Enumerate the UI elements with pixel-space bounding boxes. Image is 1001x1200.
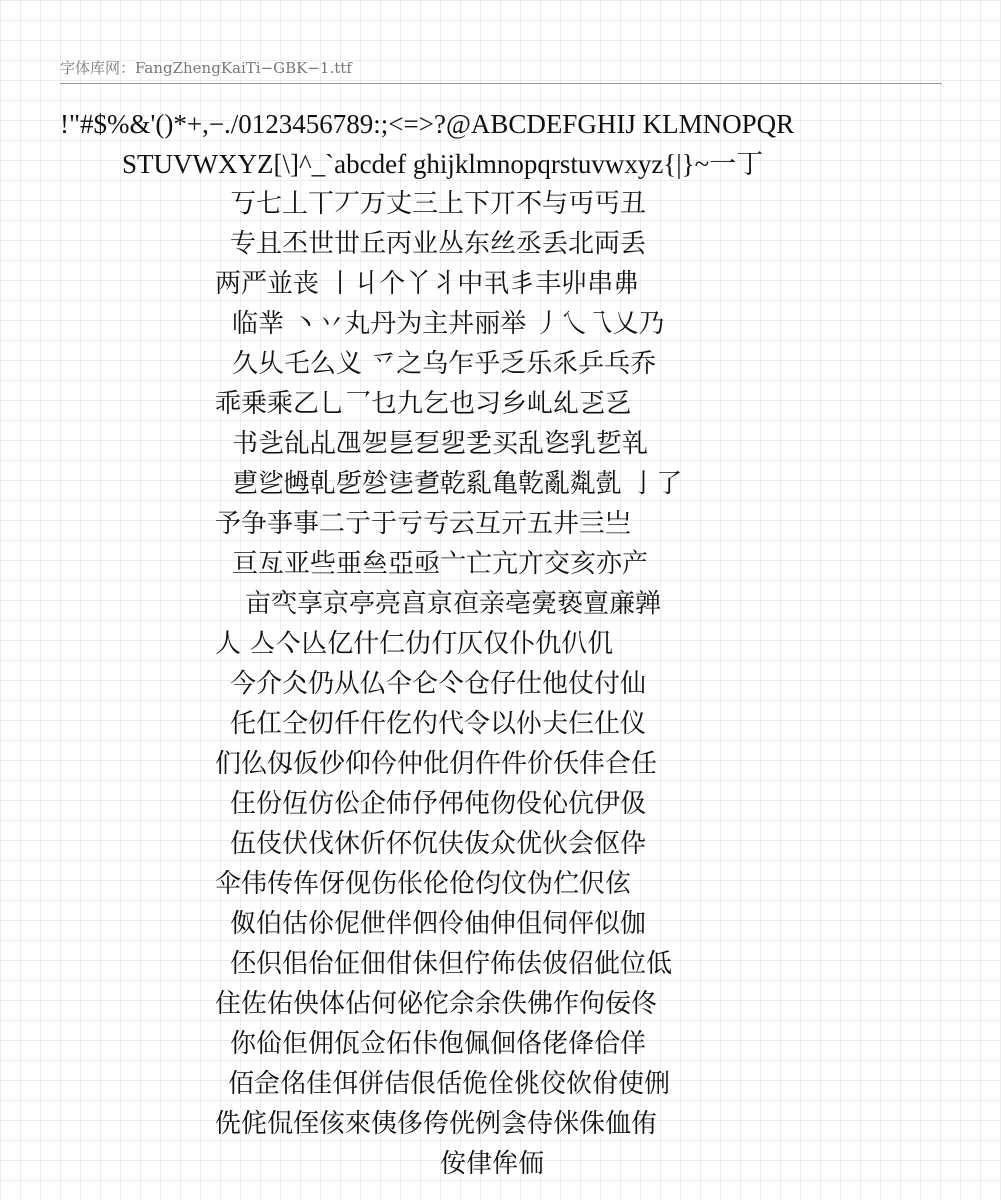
glyph-line: 久乆乇么义 乊之乌乍乎乏乐乑乒乓乔: [232, 349, 657, 379]
glyph-line: 乶乷乸乹乺乻乼乽乾乿亀亁亂亃亄 亅了: [232, 469, 683, 499]
glyph-line: 亘亙亚些亜亝亞亟亠亡亢亣交亥亦产: [232, 549, 649, 579]
glyph-line: !"#$%&'()*+,−./0123456789:;<=>?@ABCDEFGHIJ KLMNOPQR: [60, 109, 795, 139]
glyph-line: 仛仜仝仞仟仠仡仢代令以仦仧仨仩仪: [230, 709, 647, 739]
glyph-line: 伞伟传伡伢伣伤伥伦伧伨伩伪伫伬伭: [215, 869, 632, 899]
glyph-line: 专且丕世丗丘丙业丛东丝丞丢北両丢: [230, 229, 647, 259]
glyph-line: 佰佱佲佳佴併佶佷佸佹佺佻佼佽佾使侀: [228, 1069, 671, 1099]
glyph-line: 侒侓侔侕: [440, 1149, 545, 1179]
glyph-line: 临丵 丶丷丸丹为主丼丽举 丿乀乁乂乃: [232, 309, 665, 339]
glyph-line: STUVWXYZ[\]^_`abcdef ghijklmnopqrstuvwxyz{|}~一丁: [122, 149, 764, 179]
glyph-line: 伍伎伏伐休伒伓伔伕伖众优伙会伛伜: [230, 829, 647, 859]
glyph-line: 亩亪享京亭亮亯亰亱亲亳亴亵亶亷亸: [245, 589, 662, 619]
glyph-line: 你佡佢佣佤佥佦佧佨佩佪佫佬佭佮佯: [230, 1029, 647, 1059]
glyph-line: 人 亼亽亾亿什仁仂仃仄仅仆仇仈仉: [215, 629, 614, 659]
glyph-line: 丂七丄丅丆万丈三上下丌不与丏丐丑: [230, 189, 647, 219]
glyph-line: 们仫仭仮仯仰仱仲仳仴仵件价仸仹仺任: [215, 749, 658, 779]
glyph-line: 伮伯估伱伲伳伴伵伶伷伸伹伺伻似伽: [230, 909, 647, 939]
glyph-line: 今介仌仍从仏仐仑仒仓仔仕他仗付仙: [230, 669, 647, 699]
glyph-line: 仼份仾仿伀企伂伃伄伅伆伇伈伉伊伋: [230, 789, 647, 819]
glyph-line: 两严並丧 丨丩个丫丬中丮丯丰丱串丳: [215, 269, 640, 299]
font-file-header: 字体库网：FangZhengKaiTi−GBK−1.ttf: [60, 57, 942, 84]
glyph-line: 乖乗乘乙乚乛乜九乞也习乡乢乣乤乥: [215, 389, 632, 419]
glyph-line: 侁侂侃侄侅來侇侈侉侊例侌侍侎侏侐侑: [215, 1109, 658, 1139]
glyph-line: 书乧乨乩乪乫乬乭乮乯买乱乲乳乴乵: [232, 429, 649, 459]
glyph-line: 伾伿佀佁佂佃佄佅但佇佈佉佊佋佌位低: [230, 949, 673, 979]
glyph-line: 予争亊事二亍于亏亐云互亓五井亖亗: [215, 509, 632, 539]
glyph-line: 住佐佑佒体佔何佖佗佘余佚佛作佝佞佟: [215, 989, 658, 1019]
